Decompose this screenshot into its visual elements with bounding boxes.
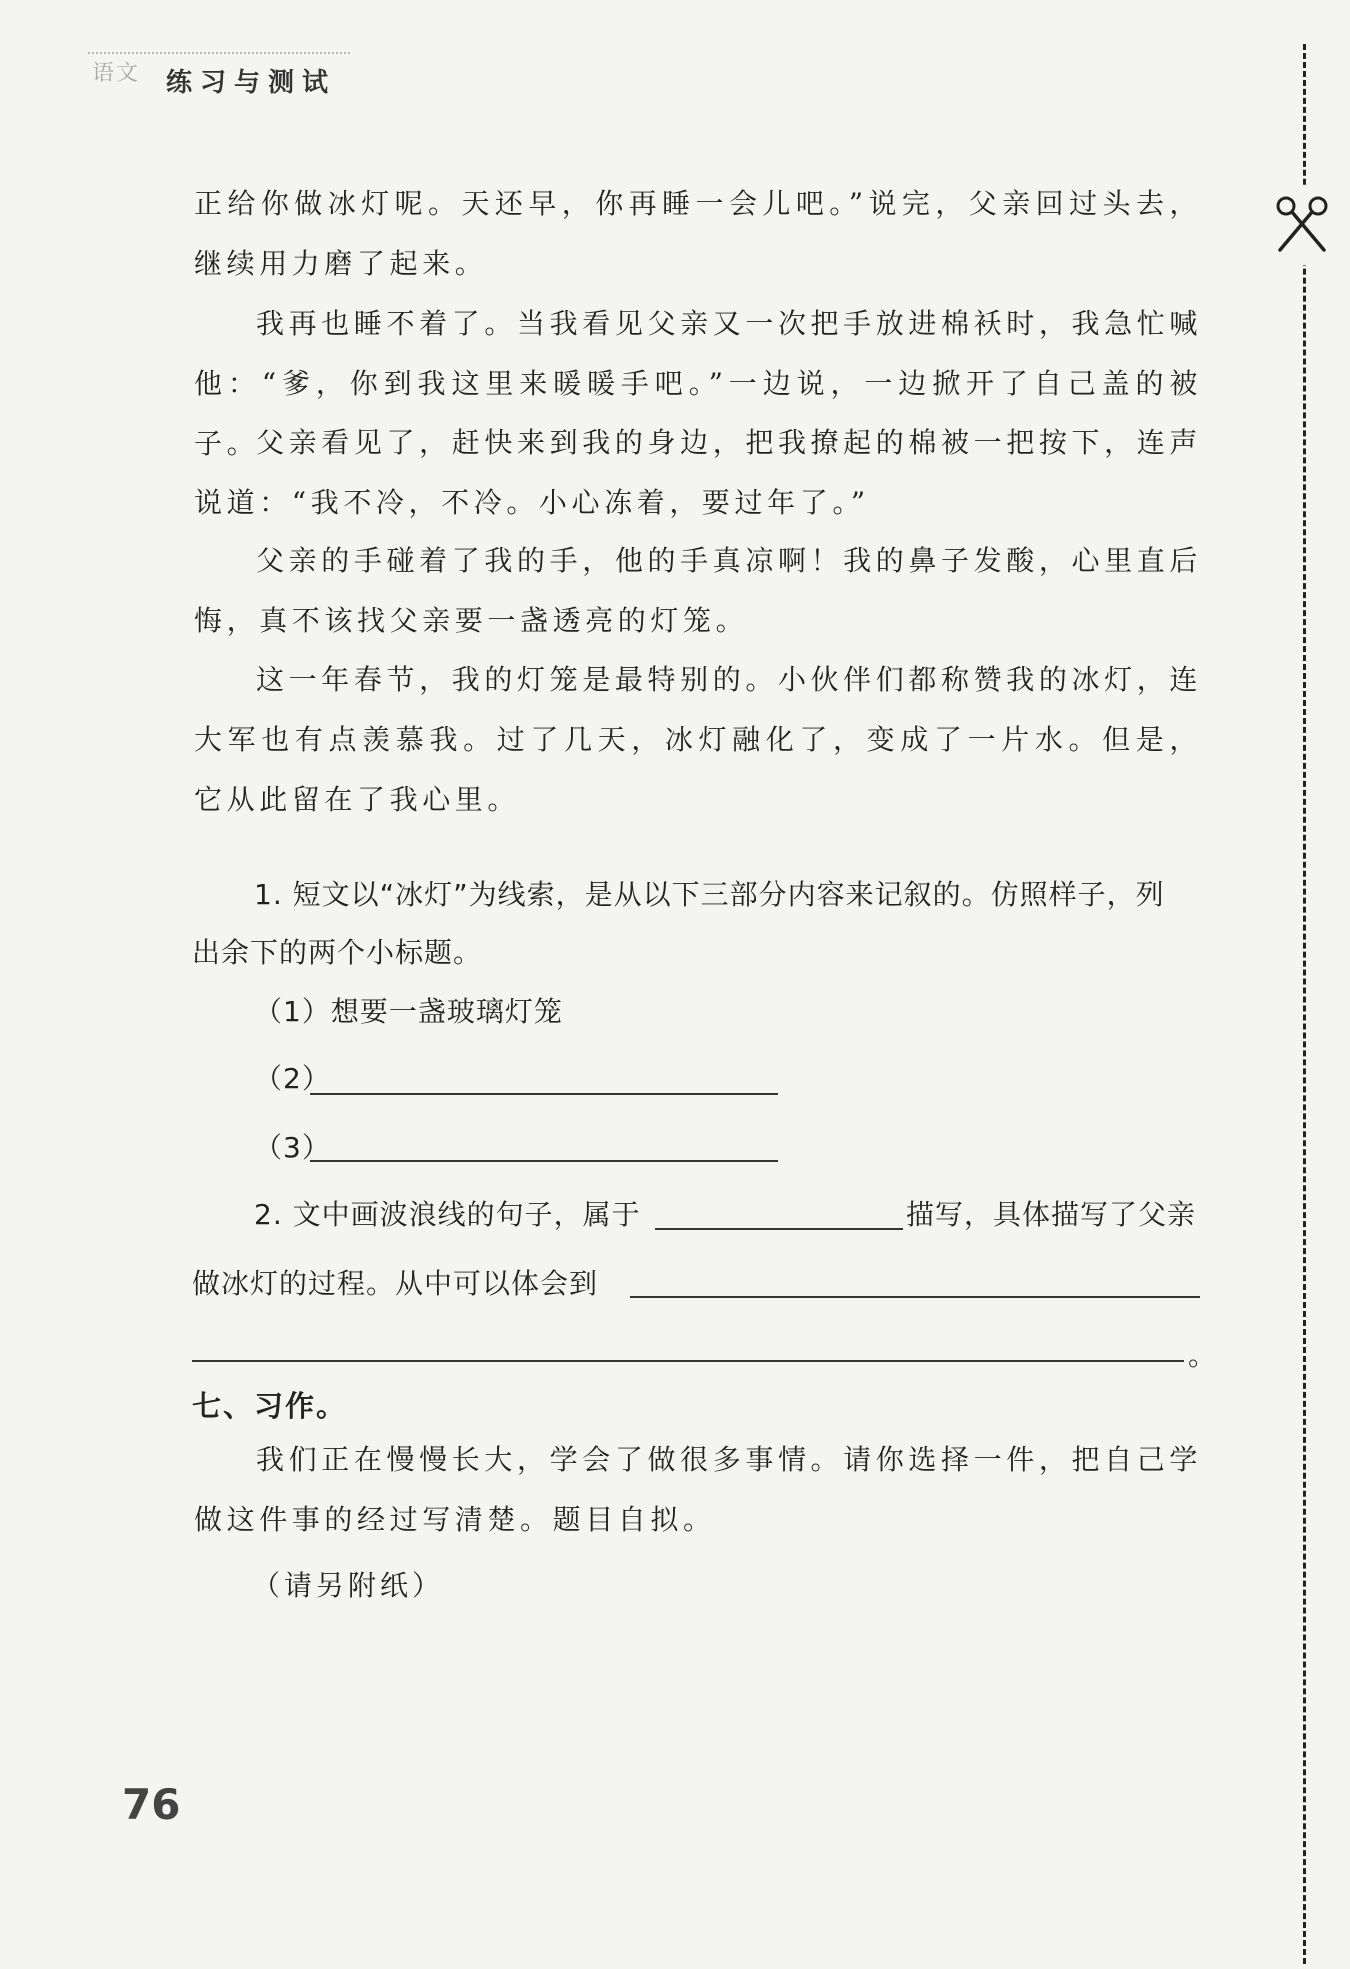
- page-header: [88, 52, 350, 98]
- question-1-item-2-label: （2）: [254, 1062, 331, 1095]
- subject-label: 语文: [92, 61, 141, 86]
- answer-blank-q1-2[interactable]: [310, 1093, 778, 1095]
- question-2-text-cont: 描写，具体描写了父亲: [906, 1198, 1197, 1231]
- answer-blank-q2-feeling-2[interactable]: [192, 1360, 1184, 1362]
- answer-blank-q2-type[interactable]: [655, 1228, 903, 1230]
- passage-paragraph-4: 父亲的手碰着了我的手，他的手真凉啊！我的鼻子发酸，心里直后悔，真不该找父亲要一盏透亮的灯笼。: [194, 544, 1202, 637]
- answer-blank-q2-feeling-1[interactable]: [630, 1296, 1200, 1298]
- section-7-prompt-line-2: 这件事的经过写清楚。题目自拟。: [226, 1503, 716, 1536]
- passage-paragraph-5: 这一年春节，我的灯笼是最特别的。小伙伴们都称赞我的冰灯，连大军也有点羡慕我。过了几天，冰灯融化了，变成了一片水。但是，它从此留在了我心里。: [194, 663, 1202, 816]
- question-2-text: 2. 文中画波浪线的句子，属于: [254, 1198, 641, 1231]
- section-7-title: 七、习作。: [192, 1389, 348, 1423]
- passage-paragraph-2: 我再也睡不着了。当我看见父亲又一次把手放进棉袄时，我急忙喊他：“爹，你到我这里来暖暖手吧。”一边说，一边掀开了自己盖的被子。: [194, 307, 1202, 460]
- question-1-text: 1. 短文以“冰灯”为线索，是从以下三部分内容来记叙的。仿照样子，列: [254, 878, 1165, 911]
- page-number: 76: [122, 1780, 181, 1829]
- section-7-note: （请另附纸）: [252, 1569, 445, 1602]
- question-1-item-1: （1）想要一盏玻璃灯笼: [254, 995, 563, 1028]
- question-2-text-line2: 做冰灯的过程。从中可以体会到: [192, 1267, 599, 1300]
- question-2-end-mark: 。: [1188, 1339, 1218, 1372]
- scissors-icon: [1272, 196, 1332, 256]
- question-1-text-cont: 出余下的两个小标题。: [192, 936, 483, 969]
- book-title: 练习与测试: [166, 68, 337, 98]
- question-1-item-3-label: （3）: [254, 1131, 331, 1164]
- passage-paragraph-3: 父亲看见了，赶快来到我的身边，把我撩起的棉被一把按下，连声说道：“我不冷，不冷。小心冻着，要过年了。”: [194, 426, 1202, 519]
- answer-blank-q1-3[interactable]: [310, 1160, 778, 1162]
- section-7-prompt: [194, 1430, 1202, 1550]
- section-7-prompt-line-1: 我们正在慢慢长大，学会了做很多事情。请你选择一件，把自己学做: [194, 1443, 1202, 1536]
- cut-line: [1303, 44, 1306, 1964]
- passage-paragraph-1: 正给你做冰灯呢。天还早，你再睡一会儿吧。”说完，父亲回过头去，继续用力磨了起来。: [194, 187, 1202, 280]
